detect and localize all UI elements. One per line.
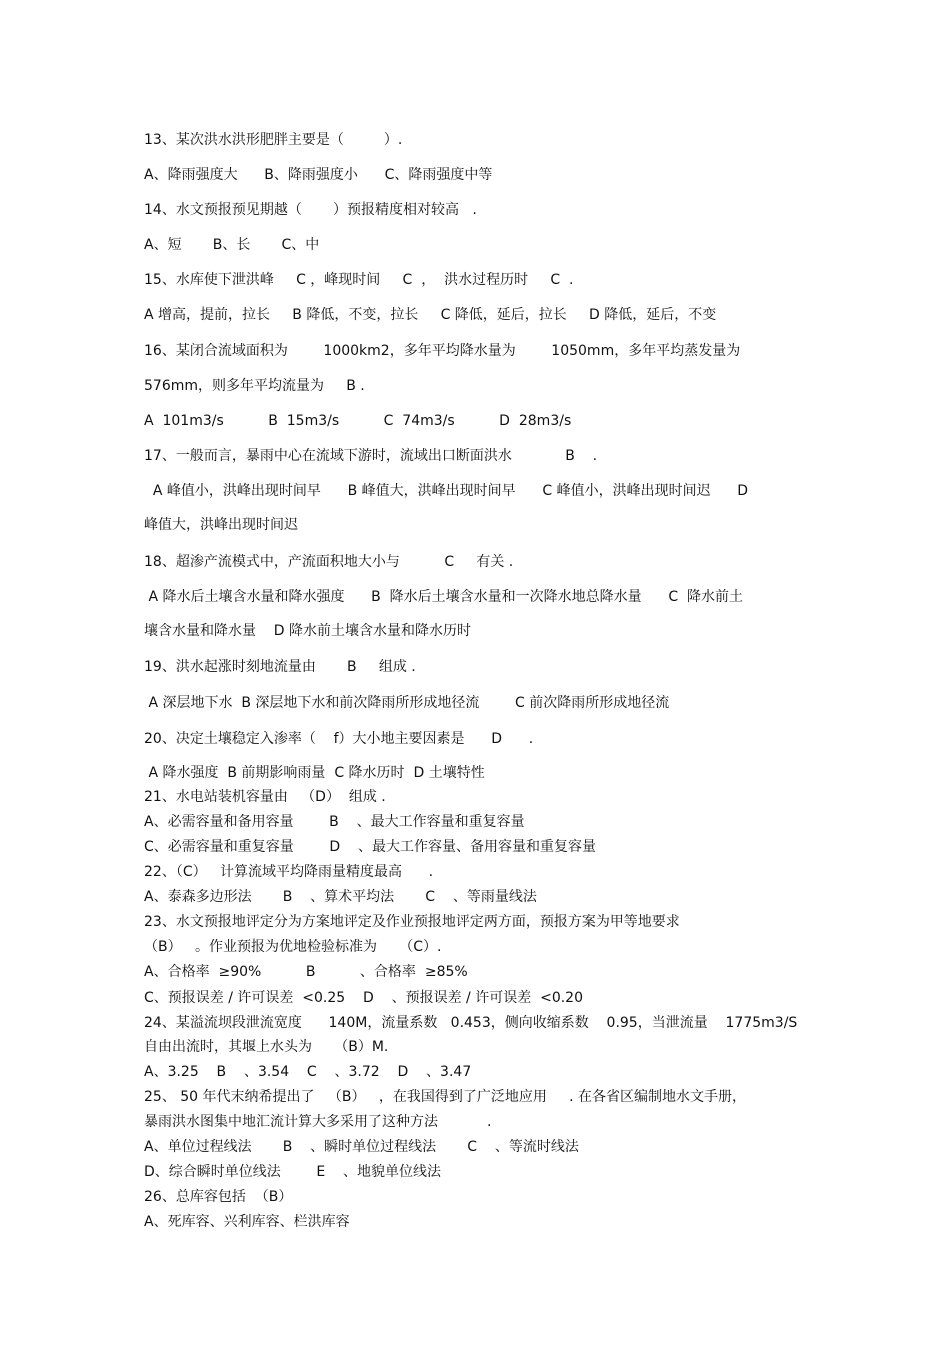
question-18-options: A 降水后土壤含水量和降水强度 B 降水后土壤含水量和一次降水地总降水量 C 降水前土 [144, 589, 744, 605]
question-23-cont: （B） 。作业预报为优地检验标准为 （C）. [144, 939, 442, 955]
question-21: 21、水电站装机容量由 （D） 组成 . [144, 789, 386, 805]
question-22: 22、（C） 计算流域平均降雨量精度最高 . [144, 864, 434, 880]
question-20-options: A 降水强度 B 前期影响雨量 C 降水历时 D 土壤特性 [144, 765, 485, 781]
question-23: 23、水文预报地评定分为方案地评定及作业预报地评定两方面，预报方案为甲等地要求 [144, 914, 680, 930]
question-21-options-1: A、必需容量和备用容量 B 、最大工作容量和重复容量 [144, 814, 525, 830]
question-24: 24、某溢流坝段泄流宽度 140M，流量系数 0.453，侧向收缩系数 0.95，当泄流量 1775m3/S [144, 1015, 798, 1031]
question-18-options-cont: 壤含水量和降水量 D 降水前土壤含水量和降水历时 [144, 623, 472, 639]
question-26: 26、总库容包括 （B） [144, 1189, 293, 1205]
question-14-options: A、短 B、长 C、中 [144, 237, 320, 253]
question-25-cont: 暴雨洪水图集中地汇流计算大多采用了这种方法 . [144, 1114, 492, 1130]
question-24-cont: 自由出流时，其堰上水头为 （B）M. [144, 1039, 389, 1055]
question-23-options-2: C、预报误差 / 许可误差 <0.25 D 、预报误差 / 许可误差 <0.20 [144, 990, 583, 1006]
question-25-options-1: A、单位过程线法 B 、瞬时单位过程线法 C 、等流时线法 [144, 1139, 579, 1155]
question-17: 17、一般而言，暴雨中心在流域下游时，流域出口断面洪水 B . [144, 448, 598, 464]
question-16: 16、某闭合流域面积为 1000km2，多年平均降水量为 1050mm，多年平均蒸发量为 [144, 343, 741, 359]
question-13-options: A、降雨强度大 B、降雨强度小 C、降雨强度中等 [144, 167, 493, 183]
question-26-options: A、死库容、兴利库容、栏洪库容 [144, 1214, 350, 1230]
question-20: 20、决定土壤稳定入渗率（ f）大小地主要因素是 D . [144, 731, 534, 747]
question-14: 14、水文预报预见期越（ ）预报精度相对较高 . [144, 202, 477, 218]
question-18: 18、超渗产流模式中，产流面积地大小与 C 有关 . [144, 554, 514, 570]
question-16-options: A 101m3/s B 15m3/s C 74m3/s D 28m3/s [144, 413, 572, 429]
question-23-options-1: A、合格率 ≥90% B 、合格率 ≥85% [144, 964, 468, 980]
question-19: 19、洪水起涨时刻地流量由 B 组成 . [144, 659, 416, 675]
question-13: 13、某次洪水洪形肥胖主要是（ ）. [144, 132, 403, 148]
question-22-options: A、泰森多边形法 B 、算术平均法 C 、等雨量线法 [144, 889, 537, 905]
question-16-cont: 576mm，则多年平均流量为 B . [144, 378, 365, 394]
question-19-options: A 深层地下水 B 深层地下水和前次降雨所形成地径流 C 前次降雨所形成地径流 [144, 695, 670, 711]
question-21-options-2: C、必需容量和重复容量 D 、最大工作容量、备用容量和重复容量 [144, 839, 596, 855]
question-15: 15、水库使下泄洪峰 C ，峰现时间 C ， 洪水过程历时 C . [144, 272, 574, 288]
question-17-options: A 峰值小，洪峰出现时间早 B 峰值大，洪峰出现时间早 C 峰值小，洪峰出现时间迟 D [144, 483, 749, 499]
question-25-options-2: D、综合瞬时单位线法 E 、地貌单位线法 [144, 1164, 442, 1180]
question-17-options-cont: 峰值大，洪峰出现时间迟 [144, 517, 298, 533]
question-15-options: A 增高，提前，拉长 B 降低，不变，拉长 C 降低，延后，拉长 D 降低，延后，不变 [144, 307, 717, 323]
question-25: 25、 50 年代末纳希提出了 （B） ，在我国得到了广泛地应用 . 在各省区编制地水文手册， [144, 1089, 746, 1105]
question-24-options: A、3.25 B 、3.54 C 、3.72 D 、3.47 [144, 1064, 472, 1080]
